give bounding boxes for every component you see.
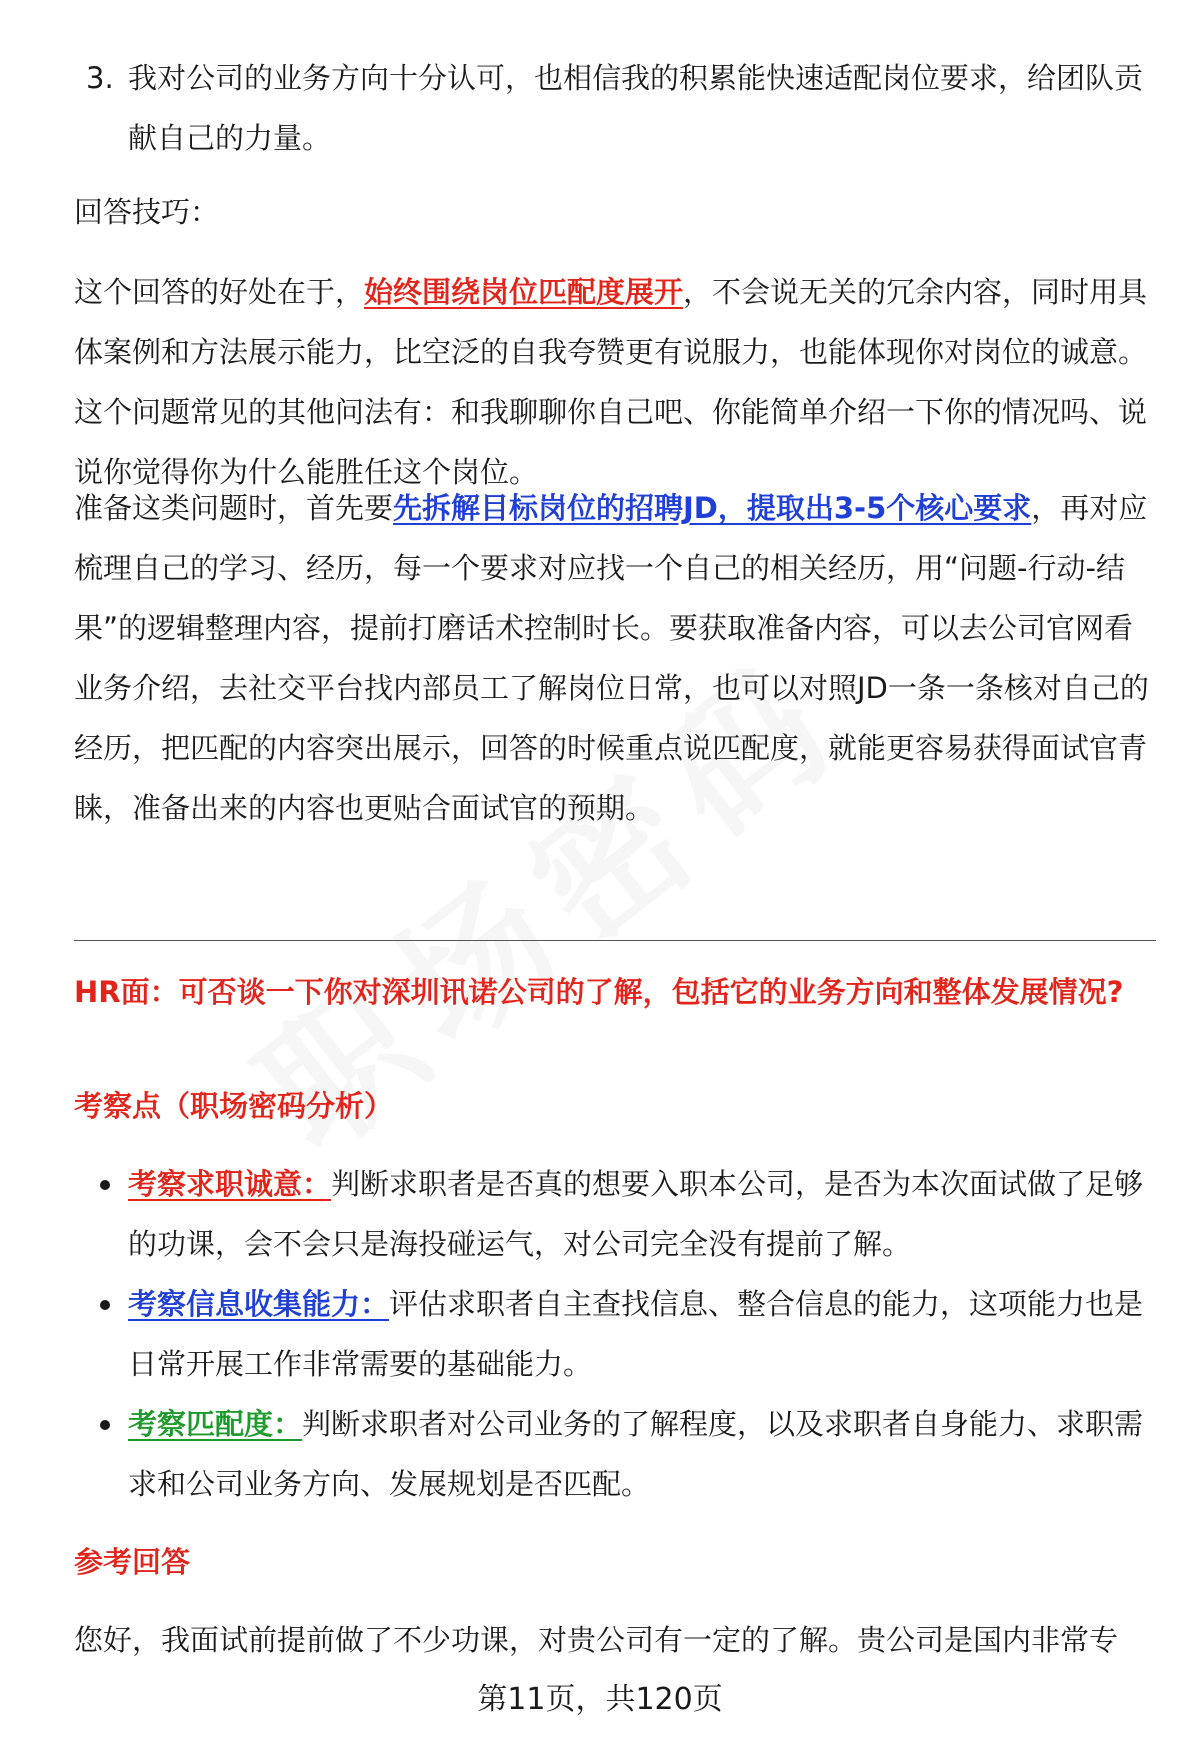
page-footer: 第11页，共120页 bbox=[477, 1682, 723, 1717]
answer-title: 参考回答 bbox=[74, 1545, 191, 1579]
bullet-text: 评估求职者自主查找信息、整合信息的能力，这项能力也是日常开展工作非常需要的基础能力。 bbox=[128, 1287, 1144, 1381]
tips-label: 回答技巧： bbox=[74, 195, 220, 229]
para2-post: ，再对应梳理自己的学习、经历，每一个要求对应找一个自己的相关经历，用“问题-行动-结果”的逻辑整理内容，提前打磨话术控制时长。要获取准备内容，可以去公司官网看业务介绍，去社交平台找内部员工了解岗位日常，也可以对照JD一条一条核对自己的经历，把匹配的内容突出展示，回答的时候重点说匹配度，就能更容易获得面试官青睐，准备出来的内容也更贴合面试官的预期。 bbox=[74, 491, 1149, 825]
bullet-dot bbox=[100, 1420, 110, 1430]
bullet-label: 考察匹配度： bbox=[128, 1407, 303, 1441]
answer-text: 您好，我面试前提前做了不少功课，对贵公司有一定的了解。贵公司是国内非常专 bbox=[74, 1623, 1119, 1657]
section-divider bbox=[74, 940, 1156, 941]
numbered-item-3 bbox=[74, 48, 1154, 168]
tips-paragraph-2 bbox=[74, 478, 1154, 838]
bullet-item-1 bbox=[74, 1154, 1154, 1274]
question-heading: HR面：可否谈一下你对深圳讯诺公司的了解，包括它的业务方向和整体发展情况? bbox=[74, 975, 1124, 1009]
tips-paragraph-1 bbox=[74, 262, 1154, 502]
bullet-item-3 bbox=[74, 1394, 1154, 1514]
bullet-text: 判断求职者是否真的想要入职本公司，是否为本次面试做了足够的功课，会不会只是海投碰运气，对公司完全没有提前了解。 bbox=[128, 1167, 1144, 1261]
bullet-text: 判断求职者对公司业务的了解程度，以及求职者自身能力、求职需求和公司业务方向、发展规划是否匹配。 bbox=[128, 1407, 1144, 1501]
bullet-dot bbox=[100, 1300, 110, 1310]
bullet-label: 考察信息收集能力： bbox=[128, 1287, 390, 1321]
item-text: 我对公司的业务方向十分认可，也相信我的积累能快速适配岗位要求，给团队贡献自己的力量。 bbox=[128, 61, 1144, 155]
bullet-label: 考察求职诚意： bbox=[128, 1167, 332, 1201]
bullet-item-2 bbox=[74, 1274, 1154, 1394]
para2-pre: 准备这类问题时，首先要 bbox=[74, 491, 394, 525]
section-title: 考察点（职场密码分析） bbox=[74, 1089, 394, 1123]
bullet-dot bbox=[100, 1180, 110, 1190]
para1-pre: 这个回答的好处在于， bbox=[74, 275, 365, 309]
para1-highlight: 始终围绕岗位匹配度展开 bbox=[364, 275, 684, 309]
item-number: 3. bbox=[86, 61, 114, 95]
para2-highlight: 先拆解目标岗位的招聘JD，提取出3-5个核心要求 bbox=[393, 491, 1032, 525]
para1-post: ，不会说无关的冗余内容，同时用具体案例和方法展示能力，比空泛的自我夸赞更有说服力，也能体现你对岗位的诚意。这个问题常见的其他问法有：和我聊聊你自己吧、你能简单介绍一下你的情况吗、说说你觉得你为什么能胜任这个岗位。 bbox=[74, 275, 1148, 489]
